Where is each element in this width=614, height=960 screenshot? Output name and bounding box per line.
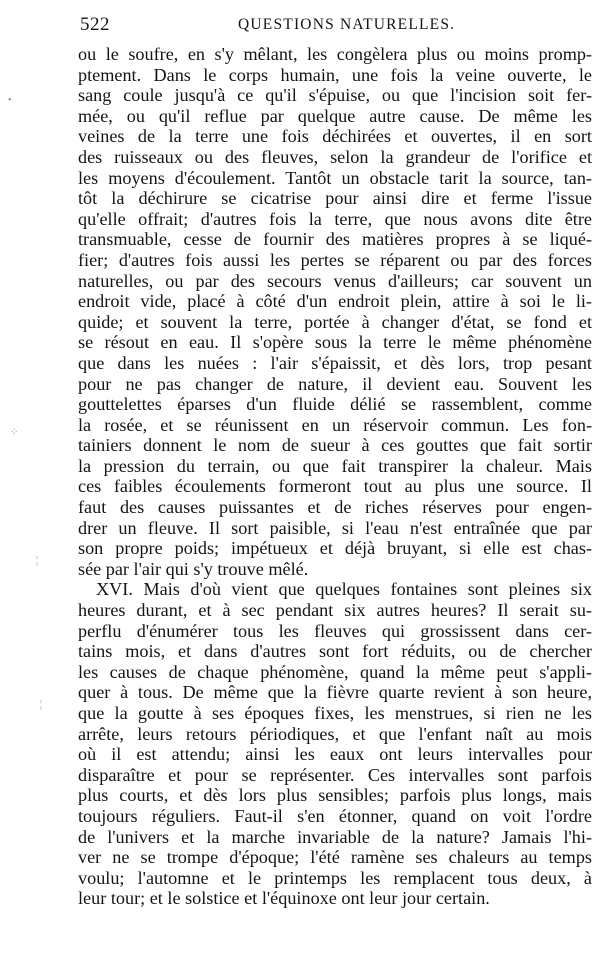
text-line: des ruisseaux ou des fleuves, selon la grandeur de l'orifice et [78,146,592,167]
text-line: les moyens d'écoulement. Tantôt un obstacle tarit la source, tan- [78,167,592,188]
text-line: quer à tous. De même que la fièvre quarte revient à son heure, [78,682,592,703]
body-text [78,44,592,909]
text-line: gouttelettes éparses d'un fluide délié se rassemblent, comme [78,394,592,415]
text-line: fier; d'autres fois aussi les pertes se réparent ou par des forces [78,249,592,270]
margin-speck: ⁘ [10,427,19,438]
text-line: que dans les nuées : l'air s'épaissit, et dès lors, trop pesant [78,352,592,373]
text-line: où il est attendu; ainsi les eaux ont leurs intervalles pour [78,744,592,765]
text-line: ver ne se trompe d'époque; l'été ramène ses chaleurs au temps [78,847,592,868]
text-line: arrête, leurs retours périodiques, et que l'enfant naît au mois [78,723,592,744]
text-line: tainiers donnent le nom de sueur à ces gouttes que fait sortir [78,435,592,456]
text-line: voulu; l'automne et le printemps les remplacent tous deux, à [78,867,592,888]
text-line: tains mois, et dans d'autres sont fort réduits, ou de chercher [78,641,592,662]
text-line: ou le soufre, en s'y mêlant, les congèlera plus ou moins promp- [78,44,592,64]
text-line: drer un fleuve. Il sort paisible, si l'eau n'est entraînée que par [78,517,592,538]
text-line: se résout en eau. Il s'opère sous la terre le même phénomène [78,332,592,353]
margin-speck: ¦ [36,555,39,566]
text-line: que la goutte à ses époques fixes, les menstrues, si rien ne les [78,703,592,723]
text-line: naturelles, ou par des secours venus d'ailleurs; car souvent un [78,270,592,291]
text-line: quide; et souvent la terre, portée à changer d'état, se fond et [78,311,592,332]
text-line: sée par l'air qui s'y trouve mêlé. [78,558,309,579]
text-line: XVI. Mais d'où vient que quelques fontaines sont pleines six [96,579,592,600]
text-line: ptement. Dans le corps humain, une fois la veine ouverte, le [78,64,592,85]
text-line: leur tour; et le solstice et l'équinoxe ont leur jour certain. [78,888,490,909]
text-line: disparaître et pour se représenter. Ces intervalles sont parfois [78,764,592,785]
text-line: heures durant, et à sec pendant six autres heures? Il serait su- [78,600,592,621]
text-line: la pression du terrain, ou que fait transpirer la chaleur. Mais [78,455,592,476]
margin-speck: ¦ [40,699,43,710]
running-title: QUESTIONS NATURELLES. [238,16,456,33]
page-number: 522 [80,14,110,35]
text-line: qu'elle offrait; d'autres fois la terre, que nous avons dite être [78,208,592,229]
text-line: les causes de chaque phénomène, quand la même peut s'appli- [78,661,592,682]
text-line: mée, ou qu'il reflue par quelque autre cause. De même les [78,105,592,126]
text-line: la rosée, et se réunissent en un réservoir commun. Les fon- [78,414,592,435]
text-line: faut des causes puissantes et de riches réserves pour engen- [78,497,592,518]
margin-speck: • [8,95,12,106]
text-line: plus courts, et dès lors plus sensibles; parfois plus longs, mais [78,785,592,806]
text-line: pour ne pas changer de nature, il devient eau. Souvent les [78,373,592,394]
text-line: endroit vide, placé à côté d'un endroit plein, attire à soi le li- [78,291,592,312]
text-line: tôt la déchirure se cicatrise pour ainsi dire et ferme l'issue [78,188,592,209]
paragraph-1 [78,44,592,579]
text-line: sang coule jusqu'à ce qu'il s'épuise, ou que l'incision soit fer- [78,85,592,106]
text-line: ces faibles écoulements formeront tout au plus une source. Il [78,476,592,497]
paragraph-2 [78,579,592,909]
text-line: son propre poids; impétueux et déjà bruyant, si elle est chas- [78,538,592,559]
page-header [80,14,588,40]
text-line: perflu d'énumérer tous les fleuves qui grossissent dans cer- [78,620,592,641]
text-line: veines de la terre une fois déchirées et ouvertes, il en sort [78,126,592,147]
text-line: transmuable, cesse de fournir des matières propres à se liqué- [78,229,592,250]
text-line: toujours réguliers. Faut-il s'en étonner, quand on voit l'ordre [78,805,592,826]
text-line: de l'univers et la marche invariable de la nature? Jamais l'hi- [78,826,592,847]
